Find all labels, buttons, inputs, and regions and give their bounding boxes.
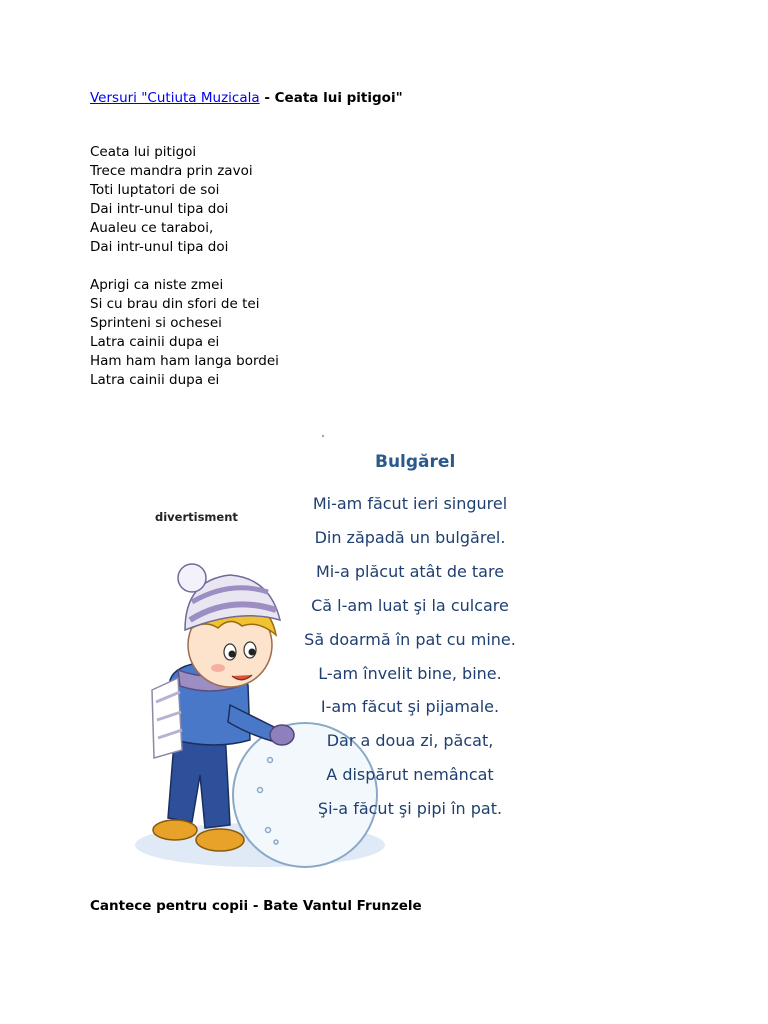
verse-line: Latra cainii dupa ei bbox=[90, 334, 220, 350]
poem-line: Mi-am făcut ieri singurel bbox=[312, 494, 508, 513]
verse-line: Ham ham ham langa bordei bbox=[90, 353, 279, 369]
poem-line: Dar a doua zi, păcat, bbox=[326, 731, 494, 751]
hat-pompom bbox=[178, 564, 206, 592]
stanza-1 bbox=[90, 143, 253, 257]
poem-line: L-am învelit bine, bine. bbox=[318, 663, 502, 683]
verse-line: Dai intr-unul tipa doi bbox=[90, 239, 229, 255]
verse-line: Dai intr-unul tipa doi bbox=[90, 201, 229, 217]
verse-line: Trece mandra prin zavoi bbox=[90, 163, 253, 179]
footer-heading: Cantece pentru copii - Bate Vantul Frunzele bbox=[90, 898, 422, 914]
right-boot bbox=[196, 829, 244, 851]
poem-line: A dispărut nemâncat bbox=[326, 765, 494, 785]
poem-line: Şi-a făcut şi pipi în pat. bbox=[317, 799, 503, 819]
section-heading bbox=[90, 90, 403, 106]
poem-line: Să doarmă în pat cu mine. bbox=[304, 629, 516, 649]
left-boot bbox=[153, 820, 197, 840]
heading-link[interactable]: Versuri "Cutiuta Muzicala bbox=[90, 90, 260, 106]
poem-title: Bulgărel bbox=[375, 452, 456, 472]
verse-line: Aprigi ca niste zmei bbox=[90, 277, 224, 293]
poem-lines bbox=[290, 487, 530, 826]
verse-line: Ceata lui pitigoi bbox=[90, 144, 197, 160]
verse-line: Si cu brau din sfori de tei bbox=[90, 296, 260, 312]
poem-line: Din zăpadă un bulgărel. bbox=[314, 527, 506, 547]
verse-line: Sprinteni si ochesei bbox=[90, 315, 222, 331]
verse-line: Latra cainii dupa ei bbox=[90, 372, 220, 388]
poem-line: Mi-a plăcut atât de tare bbox=[315, 561, 505, 581]
verse-line: Toti luptatori de soi bbox=[90, 182, 220, 198]
heading-title: - Ceata lui pitigoi" bbox=[259, 90, 403, 106]
poem-line: Că l-am luat şi la culcare bbox=[311, 595, 509, 615]
poem-line: I-am făcut şi pijamale. bbox=[320, 697, 500, 717]
verse-line: Aualeu ce taraboi, bbox=[90, 220, 214, 236]
stanza-2 bbox=[90, 276, 279, 390]
illustration-label: divertisment bbox=[155, 510, 238, 524]
